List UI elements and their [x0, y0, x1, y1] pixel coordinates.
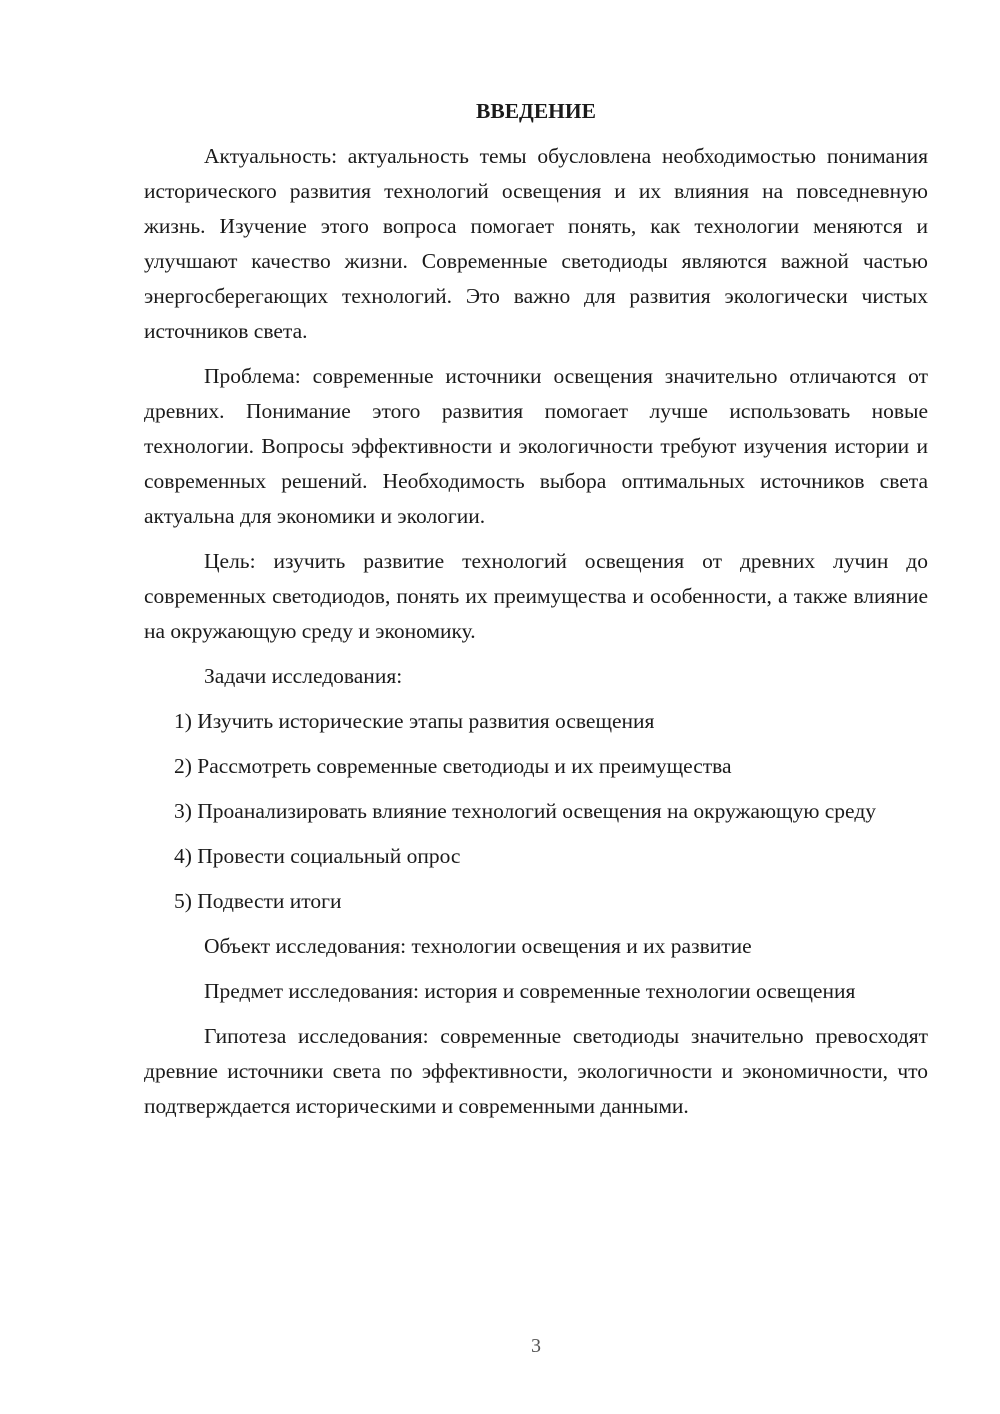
paragraph-problem: Проблема: современные источники освещения значительно отличаются от древних. Понимание этого развития помогает лучше использовать новые технологии. Вопросы эффективности и экологичности требуют изучения истории и современных решений. Необходимость выбора оптимальных источников света актуальна для экономики и экологии. [144, 364, 928, 528]
paragraph-object: Объект исследования: технологии освещения и их развитие [204, 934, 752, 958]
paragraph-subject: Предмет исследования: история и современные технологии освещения [204, 979, 856, 1003]
tasks-list [144, 704, 928, 919]
section-title: ВВЕДЕНИЕ [476, 99, 596, 123]
list-item: 2) Рассмотреть современные светодиоды и их преимущества [174, 754, 732, 778]
page-content [144, 94, 928, 1134]
list-item: 1) Изучить исторические этапы развития освещения [174, 709, 655, 733]
paragraph-goal: Цель: изучить развитие технологий освещения от древних лучин до современных светодиодов, понять их преимущества и особенности, а также влияние на окружающую среду и экономику. [144, 549, 928, 643]
list-item: 4) Провести социальный опрос [174, 844, 461, 868]
list-item: 3) Проанализировать влияние технологий освещения на окружающую среду [174, 799, 877, 823]
paragraph-tasks-heading: Задачи исследования: [204, 664, 403, 688]
page-number: 3 [531, 1335, 541, 1357]
list-item: 5) Подвести итоги [174, 889, 342, 913]
paragraph-relevance: Актуальность: актуальность темы обусловлена необходимостью понимания исторического развития технологий освещения и их влияния на повседневную жизнь. Изучение этого вопроса помогает понять, как технологии меняются и улучшают качество жизни. Современные светодиоды являются важной частью энергосберегающих технологий. Это важно для развития экологически чистых источников света. [144, 144, 928, 343]
paragraph-hypothesis: Гипотеза исследования: современные светодиоды значительно превосходят древние источники света по эффективности, экологичности и экономичности, что подтверждается историческими и современными данными. [144, 1024, 928, 1118]
